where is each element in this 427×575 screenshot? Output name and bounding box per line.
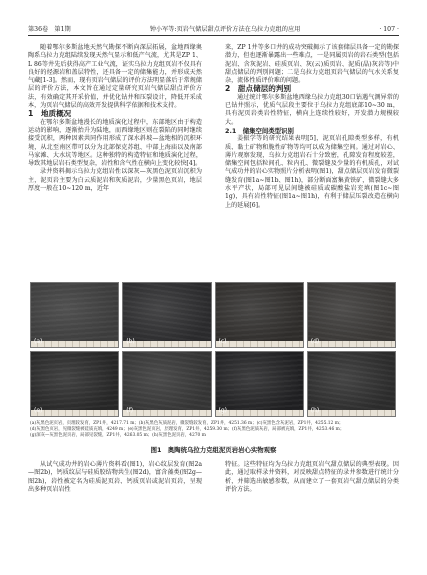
scale-ruler xyxy=(308,341,395,347)
figure-note-line: (d)灰黑色页岩，见微裂缝被硅质充填，4249 m；(e)灰黑色泥页岩，层理发育，ZP1井，4259.30 m；(f)灰黑色泥质灰岩，局部被充填，ZP1井，4253.46 m； xyxy=(30,426,345,432)
core-analysis-paragraph-cont: 特征。这些特征均为乌拉力克组页岩气甜点储层的典型表现。因此，通过取样录井资料，对反映甜点特征的录井参数进行统计分析，并筛选出敏感参数，从而建立了一套页岩气甜点储层的分类评价方法。 xyxy=(225,461,399,493)
page-number: · 107 · xyxy=(379,26,399,33)
panel-label: (e) xyxy=(34,407,43,414)
figure-note-line: (g)深灰—灰黑色泥页岩，局部见裂缝，ZP1井，4263.05 m；(h)灰黑色泥页岩，4270 m xyxy=(30,432,206,438)
scale-ruler xyxy=(31,410,118,416)
core-photo-panel xyxy=(30,351,119,417)
intro-paragraph: 随着鄂尔多斯盆地天然气勘探不断向深层拓展，盆地西缘奥陶系乌拉力克组陆续发现天然气显示和低产气流，尤其是ZP 1、L 86等井先后获得高产工业气流，证实乌拉力克组页岩不仅具有良好的烃源岩和盖层特性，还具备一定的储集能力，并形成天然气藏[1-3]。然而，现有页岩气储层的评价方法明显落后于常规储层的评价方法，本文旨在通过定量研究页岩气储层甜点评价方法，有效确定其开采价值，并优化钻井和压裂设计，降低开采成本，为页岩气储层的高效开发提供科学依据和技术支持。 xyxy=(28,44,202,110)
core-photo-panel xyxy=(30,282,119,348)
scale-ruler xyxy=(123,341,210,347)
panel-label: (d) xyxy=(310,338,320,345)
figure-notes xyxy=(30,421,398,438)
panel-label: (f) xyxy=(126,407,134,414)
article-running-title: 钟小军等:页岩气储层甜点评价方法在乌拉力克组的应用 xyxy=(149,26,301,33)
core-photo-panel xyxy=(122,282,211,348)
storage-paragraph: 姜振学等的研究结果表明[5]，泥页岩孔隙类型多样，有机质、黏土矿物和脆性矿物等均可以成为储集空间。通过对岩心、薄片观察发现，乌拉力克组岩石十分致密，孔隙发育程度较差，储集空间包括粒间孔、粒内孔、微裂缝及少量的有机质孔，对试气成功井的岩心实物照片分析表明(图1)，甜点储层页岩发育微裂缝发育(图1a~图1b、图1h)，部分断面富集黄铁矿，微裂缝大多水平产状，局部可见层间缝被硅质或碳酸盐岩充填(图1c~图1g)，具有岩性特征(图1a~图1h)，有利于储层压裂改造在横向上的延展[6]。 xyxy=(225,135,399,209)
geology-paragraph-cont: 来，ZP 1井等多口井的成功突破揭示了该套储层具备一定的勘探潜力，但也逐渐暴露出一些难点，一是同属页岩的岩石类型(包括泥岩、含灰泥岩、硅质页岩、灰(云)质页岩、泥质(晶)灰岩等)中甜点储层的判别问题；二是乌拉力克组页岩气储层的气水关系复杂，流体性质评价难的问题。 xyxy=(225,44,399,85)
right-column xyxy=(225,44,399,210)
section-heading-geology: 1 地质概况 xyxy=(28,109,72,119)
bottom-left-column xyxy=(28,461,202,494)
figure-note-line: (a)灰黑色泥页岩，页理较发育，ZP1井，4217.71 m；(b)灰黑色灰质泥岩，微裂缝较发育，ZP1井，4251.36 m；(c)灰黑色含灰泥岩，ZP1井，4255.12 m； xyxy=(30,421,344,426)
figure-caption: 图1 奥陶统乌拉力克组泥页岩岩心实物观察 xyxy=(150,446,277,454)
panel-label: (c) xyxy=(218,338,227,345)
bottom-right-column xyxy=(225,461,399,494)
core-photo-panel xyxy=(307,351,396,417)
scale-ruler xyxy=(308,410,395,416)
running-header xyxy=(28,19,399,36)
panel-label: (h) xyxy=(310,407,320,414)
core-analysis-paragraph: 从试气成功井的岩心薄片资料看(图1)，岩心纹层发育(图2a—图2b)，钙质纹层与硅质胶结物共生(图2d)，富含藻类(图2g—图2h)，岩性被定名为硅质泥页岩、钙质页岩或泥岩页岩，呈现出多种页岩岩性 xyxy=(28,461,202,493)
panel-label: (a) xyxy=(34,338,43,345)
geology-paragraph-2: 录井资料揭示乌拉力克组岩性以深灰—灰黑色泥页岩沉积为主，泥页岩主要为白云质泥岩和灰质泥岩，少量黑色页岩，地层厚度一般在10~120 m，近年 xyxy=(28,168,202,193)
core-photo-panel xyxy=(215,282,304,348)
scale-ruler xyxy=(31,341,118,347)
sweetspot-paragraph: 通过统计鄂尔多斯盆地西缘乌拉力克组30口钻遇气测异常的已钻井照示，优质气层段主要位于乌拉力克组底部10~30 m，具有泥页岩类岩性特征，横向上连续性较好，开发潜力规模较大。 xyxy=(225,93,399,126)
scale-ruler xyxy=(123,410,210,416)
subsection-heading-storage: 2.1 储集空间类型识别 xyxy=(225,126,294,135)
core-photo-panel xyxy=(215,351,304,417)
panel-label: (g) xyxy=(218,407,227,414)
panel-label: (b) xyxy=(126,338,135,345)
core-photo-figure xyxy=(30,282,396,417)
scale-ruler xyxy=(216,410,303,416)
section-heading-sweetspot: 2 甜点储层的判别 xyxy=(225,84,292,94)
left-column xyxy=(28,44,202,193)
core-photo-panel xyxy=(122,351,211,417)
scale-ruler xyxy=(216,341,303,347)
journal-volume: 第36卷 第1期 xyxy=(28,26,71,33)
core-photo-panel xyxy=(307,282,396,348)
geology-paragraph-1: 在鄂尔多斯盆地漫长的地质演化过程中，东部地区由于构造运动的影响，逐渐抬升为陆地，而西缘地区则在裂陷的同时继续接受沉积，两种因素共同作用形成了深水斜坡—盆地相的沉积环境，从北至南区带可以分为北部保克苏组、中部上海庙以及南部马家滩、大水坑等地区。这种独特的构造特征和地质演化过程，导致其地层岩石类型复杂，岩性和含气性在横向上变化较快[4]。 xyxy=(28,118,202,168)
